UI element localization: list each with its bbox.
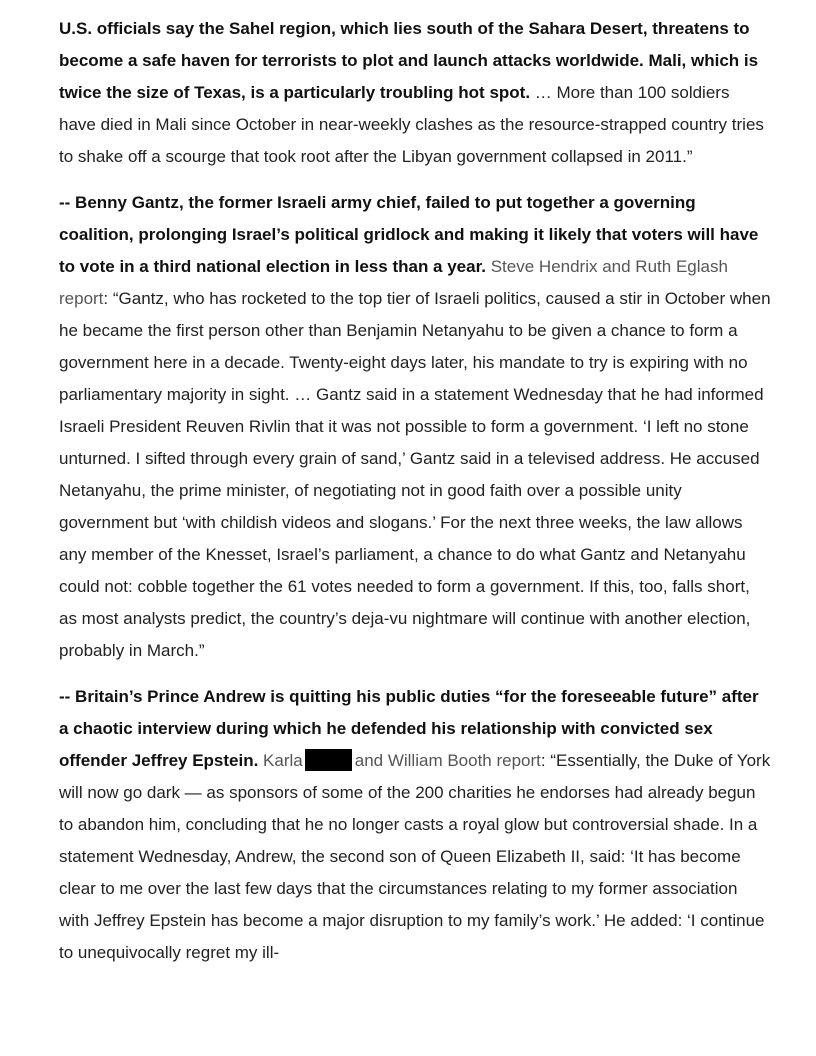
paragraph-headline: -- Benny Gantz, the former Israeli army chief, failed to put together a governing coalition, prolonging Israel’s political gridlock and making it likely that voters will have to vote in a third national election in less than a year. <box>59 193 759 276</box>
paragraph-sahel <box>59 13 771 173</box>
paragraph-body: … More than 100 soldiers have died in Mali since October in near-weekly clashes as the resource-strapped country tries to shake off a scourge that took root after the Libyan government collapsed in 2011.” <box>59 83 764 166</box>
byline-author-first: Karla <box>258 751 303 770</box>
redaction-box <box>305 749 352 771</box>
paragraph-gantz <box>59 187 771 667</box>
paragraph-headline: U.S. officials say the Sahel region, which lies south of the Sahara Desert, threatens to become a safe haven for terrorists to plot and launch attacks worldwide. Mali, which is twice the size of Texas, is a particularly troubling hot spot. <box>59 19 759 102</box>
paragraph-prince-andrew <box>59 681 771 969</box>
paragraph-body: : “Gantz, who has rocketed to the top tier of Israeli politics, caused a stir in October when he became the first person other than Benjamin Netanyahu to be given a chance to form a government here in a decade. Twenty-eight days later, his mandate to try is expiring with no parliamentary majority in sight. … Gantz said in a statement Wednesday that he had informed Israeli President Reuven Rivlin that it was not possible to form a government. ‘I left no stone unturned. I sifted through every grain of sand,’ Gantz said in a televised address. He accused Netanyahu, the prime minister, of negotiating not in good faith over a possible unity government but ‘with childish videos and slogans.’ For the next three weeks, the law allows any member of the Knesset, Israel’s parliament, a chance to do what Gantz and Netanyahu could not: cobble together the 61 votes needed to form a government. If this, too, falls short, as most analysts predict, the country’s deja-vu nightmare will continue with another election, probably in March.” <box>59 289 771 660</box>
document-page <box>59 13 771 983</box>
byline-link[interactable]: Steve Hendrix and Ruth Eglash report <box>59 257 728 308</box>
byline-author-rest: and William Booth report <box>354 751 541 770</box>
paragraph-body: : “Essentially, the Duke of York will now go dark — as sponsors of some of the 200 charities he endorses had already begun to abandon him, concluding that he no longer casts a royal glow but controversial shade. In a statement Wednesday, Andrew, the second son of Queen Elizabeth II, said: ‘It has become clear to me over the last few days that the circumstances relating to my former association with Jeffrey Epstein has become a major disruption to my family’s work.’ He added: ‘I continue to unequivocally regret my ill- <box>59 751 771 962</box>
byline-link[interactable] <box>258 751 541 770</box>
paragraph-headline: -- Britain’s Prince Andrew is quitting his public duties “for the foreseeable future” after a chaotic interview during which he defended his relationship with convicted sex offender Jeffrey Epstein. <box>59 687 759 770</box>
